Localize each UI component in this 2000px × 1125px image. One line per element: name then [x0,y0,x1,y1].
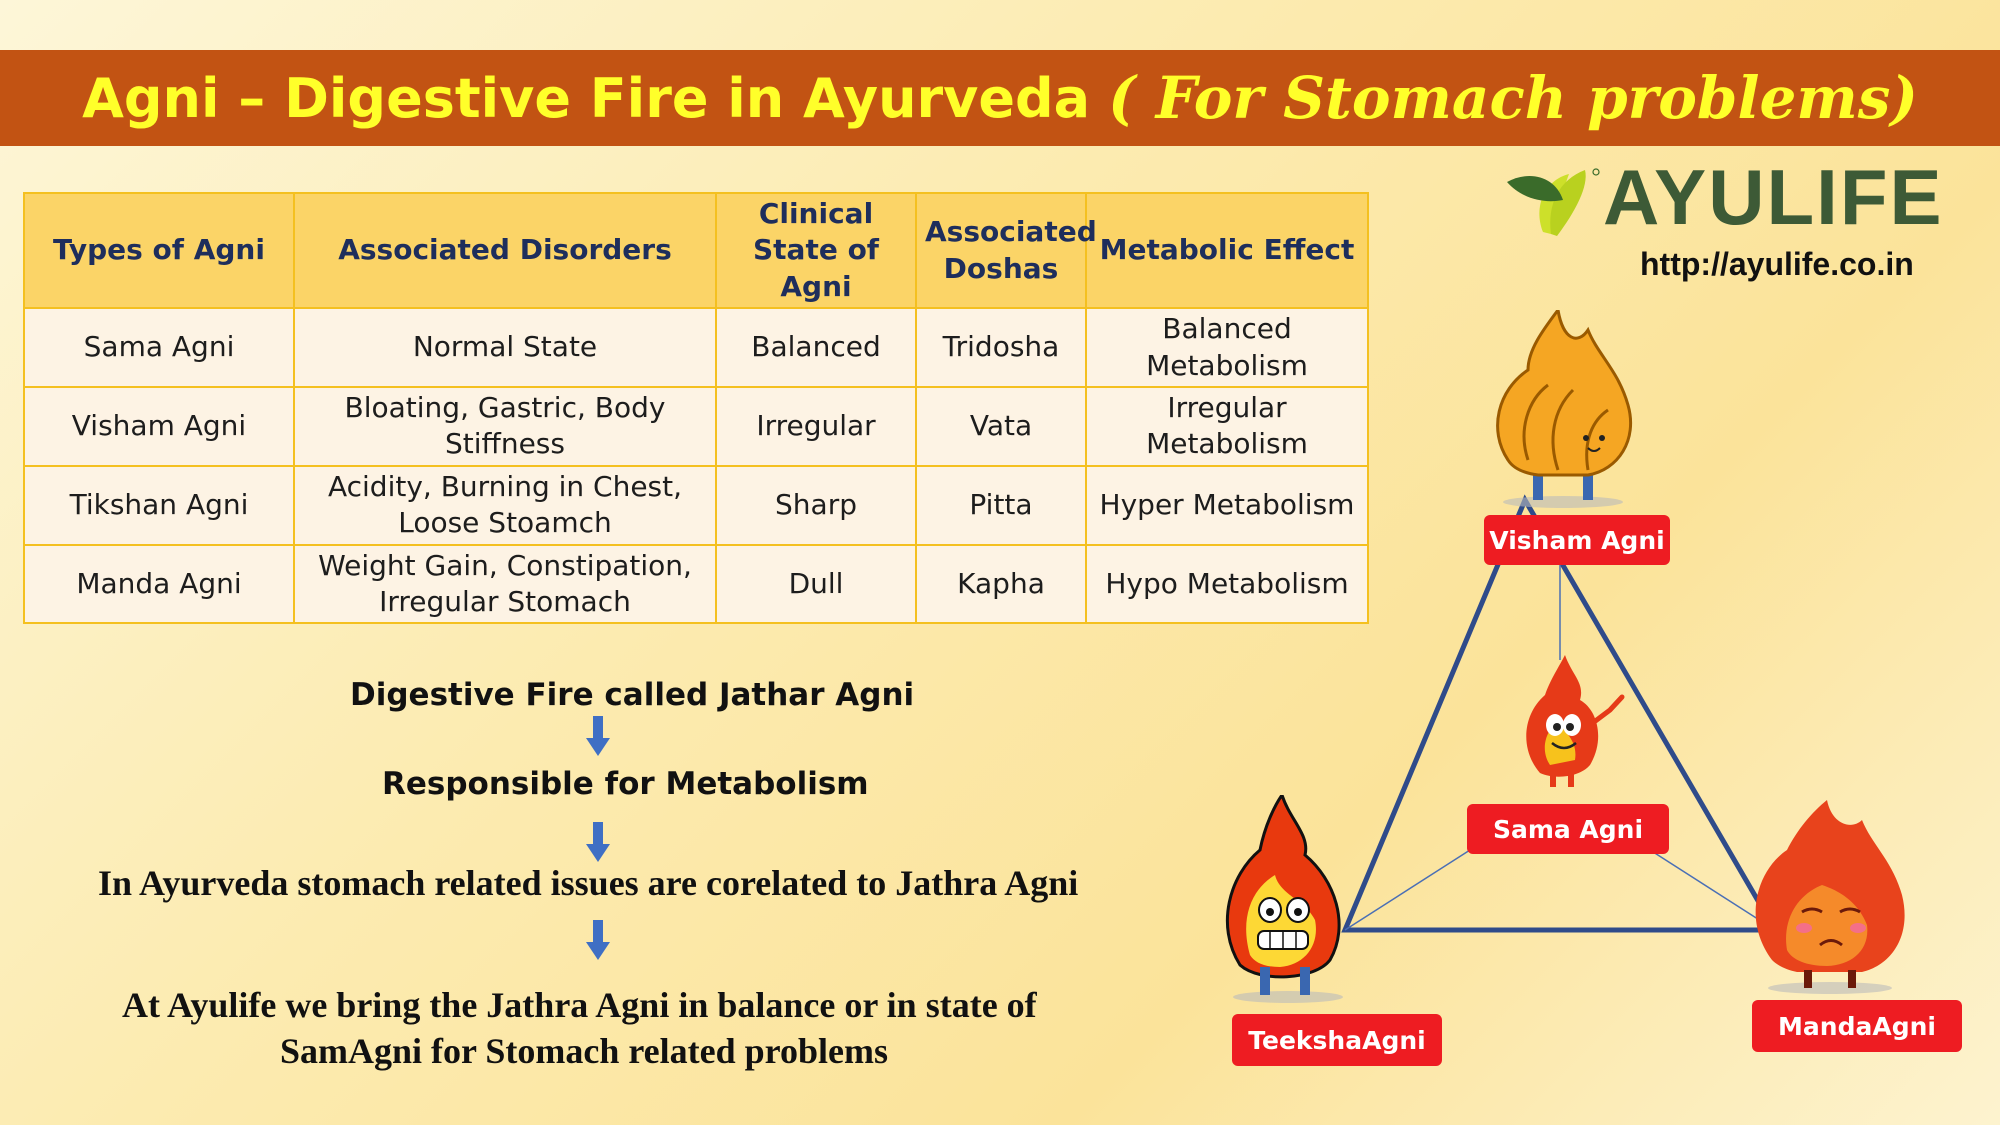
table-cell: Acidity, Burning in Chest, Loose Stoamch [294,466,716,545]
table-cell: Tridosha [916,308,1086,387]
column-header: Associated Disorders [294,193,716,308]
sad-flame-icon [1742,800,1917,995]
table-cell: Vata [916,387,1086,466]
table-row [24,308,1368,387]
label-sama-agni: Sama Agni [1467,804,1669,854]
table-row [24,466,1368,545]
column-header: Types of Agni [24,193,294,308]
table-cell: Dull [716,545,916,624]
table-row [24,545,1368,624]
table-cell: Sharp [716,466,916,545]
connector-line [1345,850,1470,930]
label-visham-agni: Visham Agni [1484,515,1670,565]
table-cell: Pitta [916,466,1086,545]
title-banner [0,50,2000,146]
table-cell: Hypo Metabolism [1086,545,1368,624]
flow-step-3: In Ayurveda stomach related issues are corelated to Jathra Agni [98,863,1079,903]
table-cell: Balanced Metabolism [1086,308,1368,387]
page-subtitle: ( For Stomach problems) [1108,64,1918,132]
label-manda-agni: MandaAgni [1752,1000,1962,1052]
brand-logo-text: AYULIFE [1603,153,1944,241]
arrow-down-icon [584,716,612,756]
flow-step-1: Digestive Fire called Jathar Agni [350,677,915,713]
flow-step-2: Responsible for Metabolism [382,766,869,802]
table-header-row [24,193,1368,308]
table-cell: Sama Agni [24,308,294,387]
table-cell: Balanced [716,308,916,387]
page-title: Agni – Digestive Fire in Ayurveda [82,66,1091,130]
agni-types-table [23,192,1369,624]
arrow-down-icon [584,822,612,862]
column-header: Clinical State of Agni [716,193,916,308]
arrow-down-icon [584,920,612,960]
table-row [24,387,1368,466]
column-header: Metabolic Effect [1086,193,1368,308]
flow-step-4: At Ayulife we bring the Jathra Agni in balance or in state of [122,985,1037,1025]
column-header: Associated Doshas [916,193,1086,308]
waving-flame-icon [1510,655,1640,790]
label-teeksha-agni: TeekshaAgni [1232,1014,1442,1066]
table-cell: Irregular Metabolism [1086,387,1368,466]
table-cell: Bloating, Gastric, Body Stiffness [294,387,716,466]
table-cell: Tikshan Agni [24,466,294,545]
table-cell: Weight Gain, Constipation, Irregular Stomach [294,545,716,624]
table-cell: Hyper Metabolism [1086,466,1368,545]
table-cell: Irregular [716,387,916,466]
table-cell: Manda Agni [24,545,294,624]
table-cell: Kapha [916,545,1086,624]
table-cell: Normal State [294,308,716,387]
teeth-flame-icon [1220,795,1355,1005]
onion-flame-icon [1488,310,1638,510]
website-url[interactable]: http://ayulife.co.in [1640,246,1914,282]
flow-step-5: SamAgni for Stomach related problems [280,1031,888,1071]
table-cell: Visham Agni [24,387,294,466]
